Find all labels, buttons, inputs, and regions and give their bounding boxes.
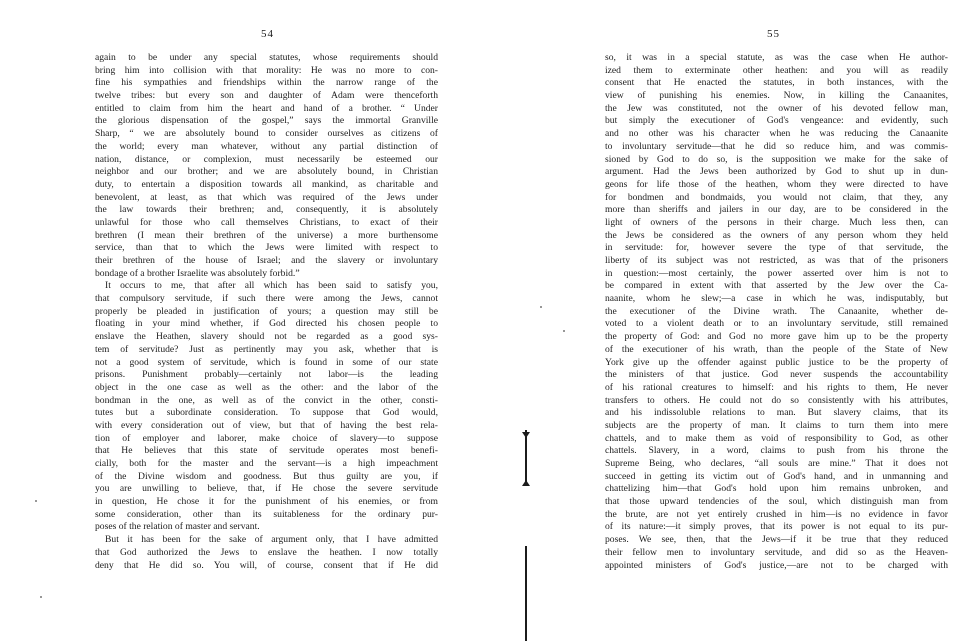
text-line: cially, both for the master and the servant—is a high impeachment (95, 458, 438, 469)
text-line: York give up the offender against public justice to be the property of (605, 356, 948, 368)
text-line: nation, distance, or complexion, must necessarily be esteemed our (95, 153, 438, 165)
text-line: chattels, and to make them as void of responsibility to God, as other (605, 432, 948, 444)
text-line: in question, He chose it for the punishment of his enemies, or from (95, 496, 438, 508)
text-line: poses of the relation of master and servant. (95, 521, 260, 533)
text-line: that God authorized the Jews to enslave the heathen. I now totally (95, 546, 438, 558)
scan-speck (35, 500, 37, 502)
text-line: geons for life those of the heathen, whom they were directed to have (605, 178, 948, 190)
text-line: the glorious dispensation of the gospel,” says the immortal Granville (95, 115, 438, 127)
text-line: tem of servitude? Just as pertinently may you ask, whether that is (95, 343, 438, 355)
text-line: of his rational creatures to himself: and his rights to them, He never (605, 381, 948, 393)
text-line: bring him into collision with that morality: He was no more to con- (95, 64, 438, 76)
text-line: argument. Had the Jews been authorized by God to shut up in dun- (605, 166, 948, 178)
text-line: the ministers of that justice. God never suspends the accountability (605, 369, 948, 381)
text-line: chattelizing him—that God's hold upon him remains unbroken, and (605, 483, 948, 495)
text-line: entitled to claim from him the heart and hand of a brother. “ Under (95, 102, 438, 114)
text-line: that those upward tendencies of the soul, which distinguish man from (605, 496, 948, 508)
text-line: bondage of a brother Israelite was absolutely forbid.” (95, 267, 300, 279)
text-line: It occurs to me, that after all which has been said to satisfy you, (105, 280, 438, 292)
text-line: voted to a violent death or to an involuntary servitude, still remained (605, 318, 948, 330)
text-line: again to be under any special statutes, whose requirements should (95, 52, 438, 63)
text-line: of its nature:—it simply proves, that its power is not equal to its pur- (605, 521, 948, 533)
book-spine-gutter (520, 430, 534, 641)
text-line: fine his sympathies and friendships within the narrow range of the (95, 77, 438, 89)
text-line: view of punishing his enemies. Now, in killing the Canaanites, (605, 90, 948, 102)
text-line: in servitude: for, however severe the type of that servitude, the (605, 242, 948, 254)
scan-speck (540, 306, 542, 308)
text-line: bondman in the one, as well as of the convict in the other, consti- (95, 394, 438, 406)
text-line: prisons. Punishment probably—certainly not labor—is the leading (95, 369, 438, 381)
text-line: floating in your mind whether, if God directed his chosen people to (95, 318, 438, 330)
text-line: that compulsory servitude, if such there were among the Jews, cannot (95, 293, 438, 305)
text-line: their fellow men to involuntary servitude, and did so as the Heaven- (605, 546, 948, 558)
text-line: properly be pleaded in justification of yours; a question may still be (95, 305, 438, 317)
text-line: neighbor and our brother; and we are absolutely bound, in Christian (95, 166, 438, 178)
text-line: the property of God: and God no more gave him up to be the property (605, 331, 948, 343)
text-line: you are unwilling to believe, that, if He chose the severe servitude (95, 483, 438, 495)
text-line: more than sheriffs and jailers in our day, are to be considered in the (605, 204, 948, 216)
text-line: unlawful for those who call themselves Christians, to exact of their (95, 216, 438, 228)
text-line: enslave the Heathen, slavery should not be regarded as a good sys- (95, 331, 438, 343)
text-line: consent that He enacted the statutes, in both instances, with the (605, 77, 948, 89)
text-line: Supreme Being, who declares, “all souls are mine.” That it does not (605, 458, 948, 469)
text-line: so, it was in a special statute, as was the case when He author- (605, 52, 948, 63)
text-line: poses. We see, then, that the Jews—if it be true that they reduced (605, 534, 948, 546)
text-line: to involuntary servitude—that he did so reduce him, and was commis- (605, 140, 948, 152)
text-line: the Jew was constituted, not the owner of his devoted fellow man, (605, 102, 948, 114)
gutter-arrow-top (522, 432, 530, 438)
text-line: object in the one case as well as the other: and the labor of the (95, 381, 438, 393)
text-line: light of owners of the persons in their charge. Much less then, can (605, 216, 948, 228)
text-line: of the Divine wisdom and goodness. But thus guilty are you, if (95, 470, 438, 482)
text-line: the world; every man whatever, without any partial distinction of (95, 140, 438, 152)
scan-speck (563, 330, 565, 332)
text-line: the brute, are not yet entirely crushed in him—is no evidence in favor (605, 508, 948, 520)
scan-speck (40, 596, 42, 598)
text-line: But it has been for the sake of argument only, that I have admitted (105, 534, 438, 546)
text-line: service, than that to which the Jews were limited with respect to (95, 242, 438, 254)
text-line: the law towards their brethren; and, consequently, it is absolutely (95, 204, 438, 216)
text-line: deny that He did so. You will, of course, consent that if He did (95, 559, 438, 571)
text-line: tion of employer and laborer, make choice of slavery—to suppose (95, 432, 438, 444)
text-line: appointed ministers of God's justice,—are not to be charged with (605, 559, 948, 571)
text-line: naanite, whom he slew;—a case in which he was, indisputably, but (605, 293, 948, 305)
right-page-number: 55 (767, 28, 780, 40)
text-line: sioned by God to do so, is the supposition we make for the sake of (605, 153, 948, 165)
text-line: not a good system of servitude, which is found in some of our state (95, 356, 438, 368)
text-line: and his indissoluble relations to man. But slavery claims, that its (605, 407, 948, 419)
text-line: duty, to entertain a disposition towards all mankind, as charitable and (95, 178, 438, 190)
text-line: for bondmen and bondmaids, you would not claim, that they, any (605, 191, 948, 203)
right-page-text (605, 52, 948, 572)
text-line: but simply the executioner of God's vengeance: and evidently, such (605, 115, 948, 127)
text-line: the Jews be considered as the owners of any person whom they held (605, 229, 948, 241)
text-line: succeed in getting its victim out of God's hand, and in unmanning and (605, 470, 948, 482)
text-line: and no other was his character when he was reducing the Canaanite (605, 128, 948, 140)
text-line: benevolent, at least, as that which was required of the Jews under (95, 191, 438, 203)
text-line: their brethren of the house of Israel; and the slavery or involuntary (95, 255, 438, 266)
text-line: the executioner of the Divine wrath. The Canaanite, whether de- (605, 305, 948, 317)
text-line: of the executioner of his wrath, than the people of the State of New (605, 343, 948, 355)
text-line: chattels. Slavery, in a word, claims to push from his throne the (605, 445, 948, 457)
text-line: Sharp, “ we are absolutely bound to consider ourselves as citizens of (95, 128, 438, 140)
text-line: tutes but a subordinate consideration. To suppose that God would, (95, 407, 438, 419)
text-line: liberty of its subject was not restricted, as was that of the prisoners (605, 255, 948, 266)
text-line: some consideration, other than its suitableness for the ordinary pur- (95, 508, 438, 520)
text-line: with every consideration out of view, but that of having the best rela- (95, 419, 438, 431)
gutter-mark-bottom (525, 546, 527, 641)
text-line: that He believes that this state of servitude operates most benefi- (95, 445, 438, 457)
text-line: ized them to exterminate other heathen: and you will as readily (605, 64, 948, 76)
text-line: transfers to others. He could not do so consistently with his attributes, (605, 394, 948, 406)
left-page-text (95, 52, 438, 572)
text-line: subjects are the property of man. It claims to turn them into mere (605, 419, 948, 431)
gutter-arrow-bottom (522, 480, 530, 486)
text-line: brethren (I mean their brethren of the universe) a more burthensome (95, 229, 438, 241)
left-page-number: 54 (261, 28, 274, 40)
text-line: twelve tribes: but every son and daughter of Adam were thenceforth (95, 90, 438, 102)
text-line: in question:—most certainly, the power asserted over him is not to (605, 267, 948, 279)
text-line: be compared in extent with that asserted by the Jew over the Ca- (605, 280, 948, 292)
